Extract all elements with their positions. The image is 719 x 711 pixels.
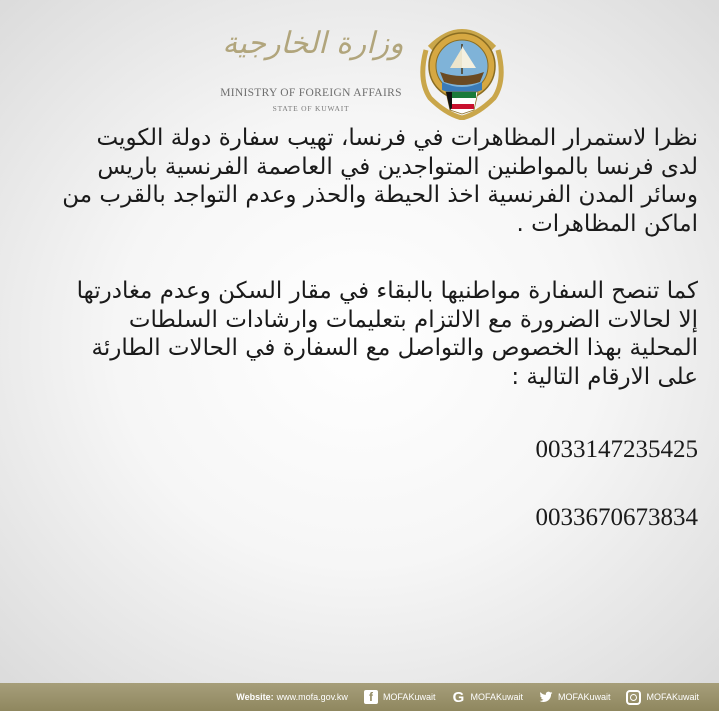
- website-url[interactable]: www.mofa.gov.kw: [276, 692, 348, 702]
- footer-instagram[interactable]: [626, 690, 699, 705]
- instagram-handle: MOFAKuwait: [646, 692, 699, 702]
- text-line: وسائر المدن الفرنسية اخذ الحيطة والحذر وعدم التواجد بالقرب من: [62, 182, 698, 208]
- paragraph-1: [18, 124, 698, 238]
- text-line: كما تنصح السفارة مواطنيها بالبقاء في مقار السكن وعدم مغادرتها: [76, 278, 698, 304]
- google-handle: MOFAKuwait: [470, 692, 523, 702]
- text-line: إلا لحالات الضرورة مع الالتزام بتعليمات وارشادات السلطات: [128, 306, 698, 333]
- kuwait-emblem-icon: [412, 10, 512, 120]
- ministry-logo-subtitle: STATE OF KUWAIT: [272, 104, 350, 113]
- text-line: نظرا لاستمرار المظاهرات في فرنسا، تهيب سفارة دولة الكويت: [96, 125, 698, 151]
- text-line: على الارقام التالية :: [511, 363, 698, 390]
- paragraph-2: [18, 277, 698, 391]
- ministry-logo-arabic: وزارة الخارجية: [222, 26, 404, 61]
- ministry-logo-english: MINISTRY OF FOREIGN AFFAIRS: [220, 87, 402, 99]
- phone-number-1: 0033147235425: [535, 436, 698, 463]
- instagram-icon: [626, 690, 641, 705]
- google-icon: G: [452, 688, 465, 706]
- facebook-handle: MOFAKuwait: [382, 692, 436, 702]
- twitter-icon: [539, 690, 553, 704]
- header: [0, 8, 719, 120]
- footer-bar: [0, 683, 719, 711]
- text-line: اماكن المظاهرات .: [516, 210, 698, 237]
- footer-google[interactable]: [451, 690, 523, 704]
- facebook-icon: f: [364, 690, 378, 704]
- footer-facebook[interactable]: [364, 690, 436, 704]
- text-line: لدى فرنسا بالمواطنين المتواجدين في العاصمة الفرنسية باريس: [97, 153, 698, 180]
- twitter-handle: MOFAKuwait: [557, 692, 611, 702]
- website-label: Website:: [236, 692, 274, 702]
- footer-website[interactable]: [236, 692, 348, 702]
- footer-twitter[interactable]: [539, 690, 611, 704]
- text-line: المحلية بهذا الخصوص والتواصل مع السفارة في الحالات الطارئة: [91, 335, 698, 361]
- announcement-body: [18, 124, 698, 532]
- phone-number-2: 0033670673834: [535, 504, 698, 531]
